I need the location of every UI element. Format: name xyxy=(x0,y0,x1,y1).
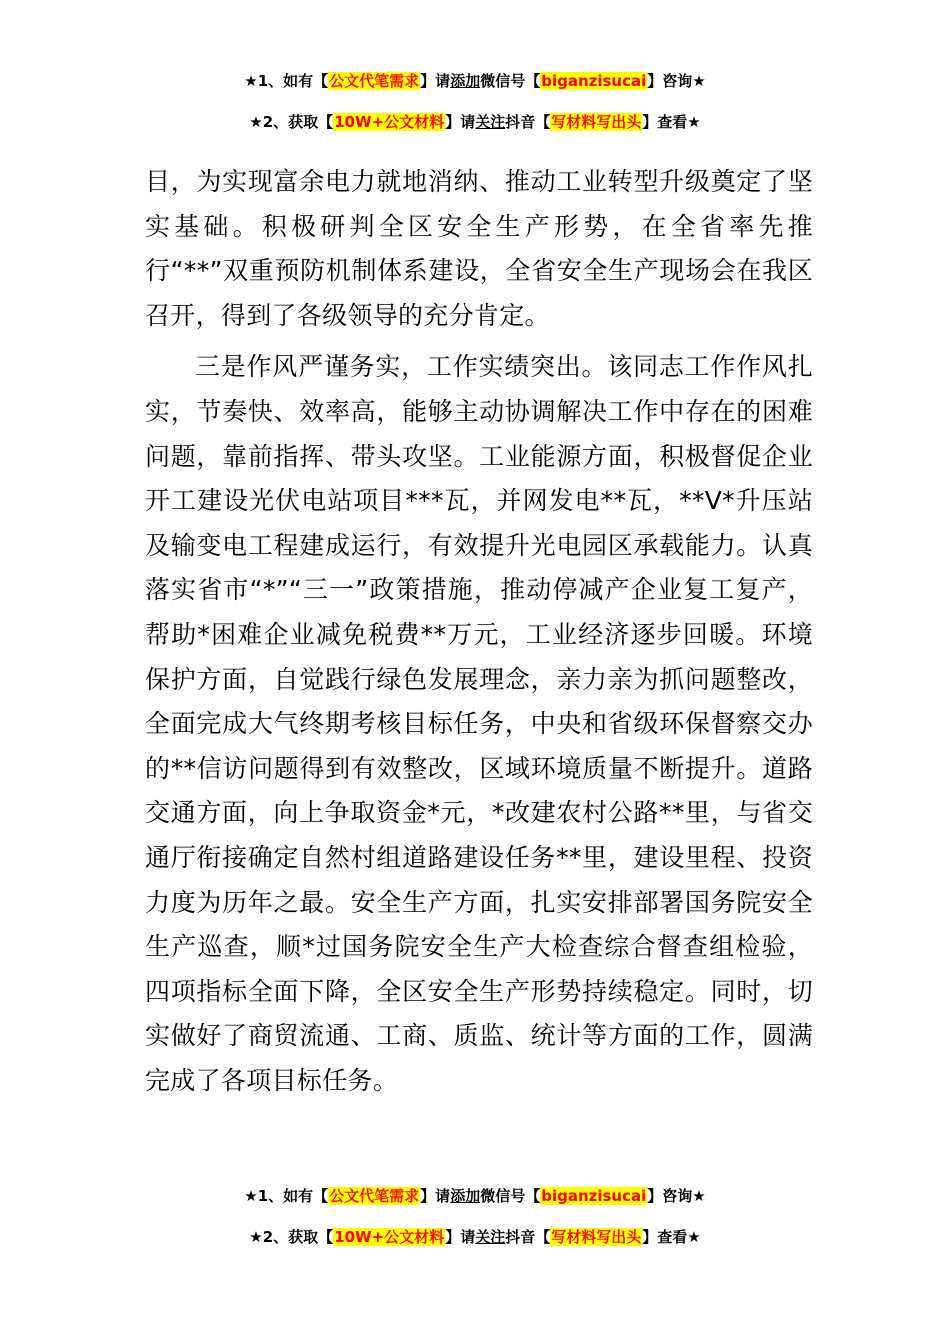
banner-underlined-text: 添加 xyxy=(450,72,481,90)
banner-underlined-text: 关注 xyxy=(475,1228,506,1246)
banner-highlight: 10W+公文材料 xyxy=(334,113,445,131)
banner-underlined-text: 添加 xyxy=(450,1187,481,1205)
banner-text: ★2、获取【 xyxy=(249,1228,334,1246)
banner-text: 】查看★ xyxy=(642,1228,701,1246)
banner-highlight: 公文代笔需求 xyxy=(329,1187,420,1205)
banner-text: 微信号【 xyxy=(480,1187,541,1205)
banner-text: 】请 xyxy=(420,72,451,90)
banner-text: 】查看★ xyxy=(642,113,701,131)
banner-text: ★2、获取【 xyxy=(249,113,334,131)
banner-highlight: biganzisucai xyxy=(541,72,647,90)
banner-highlight: 公文代笔需求 xyxy=(329,72,420,90)
footer-banner-line-1 xyxy=(0,1185,950,1207)
banner-highlight: biganzisucai xyxy=(541,1187,647,1205)
paragraph: 目，为实现富余电力就地消纳、推动工业转型升级奠定了坚实基础。积极研判全区安全生产形势，在全省率先推行“**”双重预防机制体系建设，全省安全生产现场会在我区召开，得到了各级领导的充分肯定。 xyxy=(145,167,813,330)
banner-text: 】请 xyxy=(445,113,476,131)
banner-text: 微信号【 xyxy=(480,72,541,90)
banner-text: 抖音【 xyxy=(505,113,551,131)
banner-highlight: 写材料写出头 xyxy=(551,1228,642,1246)
footer-banner-line-2 xyxy=(0,1226,950,1248)
banner-text: 】请 xyxy=(420,1187,451,1205)
banner-highlight: 写材料写出头 xyxy=(551,113,642,131)
banner-text: 】咨询★ xyxy=(647,72,706,90)
document-body xyxy=(145,160,813,1103)
banner-text: ★1、如有【 xyxy=(244,72,329,90)
banner-text: ★1、如有【 xyxy=(244,1187,329,1205)
paragraph: 三是作风严谨务实，工作实绩突出。该同志工作作风扎实，节奏快、效率高，能够主动协调解决工作中存在的困难问题，靠前指挥、带头攻坚。工业能源方面，积极督促企业开工建设光伏电站项目***瓦，并网发电**瓦，**V*升压站及输变电工程建成运行，有效提升光电园区承载能力。认真落实省市“*”“三一”政策措施，推动停减产企业复工复产，帮助*困难企业减免税费**万元，工业经济逐步回暖。环境保护方面，自觉践行绿色发展理念，亲力亲为抓问题整改，全面完成大气终期考核目标任务，中央和省级环保督察交办的**信访问题得到有效整改，区域环境质量不断提升。道路交通方面，向上争取资金*元，*改建农村公路**里，与省交通厅衔接确定自然村组道路建设任务**里，建设里程、投资力度为历年之最。安全生产方面，扎实安排部署国务院安全生产巡查，顺*过国务院安全生产大检查综合督查组检验，四项指标全面下降，全区安全生产形势持续稳定。同时，切实做好了商贸流通、工商、质监、统计等方面的工作，圆满完成了各项目标任务。 xyxy=(145,352,813,1095)
banner-text: 】请 xyxy=(445,1228,476,1246)
banner-highlight: 10W+公文材料 xyxy=(334,1228,445,1246)
header-banner-line-2 xyxy=(0,111,950,133)
banner-underlined-text: 关注 xyxy=(475,113,506,131)
banner-text: 】咨询★ xyxy=(647,1187,706,1205)
banner-text: 抖音【 xyxy=(505,1228,551,1246)
header-banner-line-1 xyxy=(0,70,950,92)
